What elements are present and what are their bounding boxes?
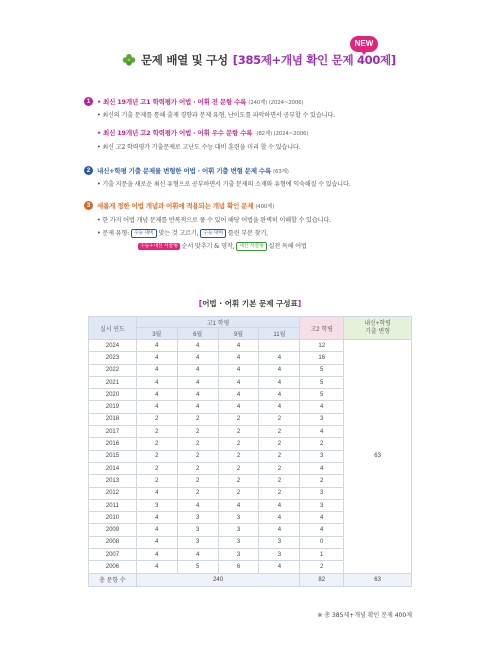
cell-m3: 4: [136, 352, 177, 364]
cell-m11: 4: [259, 512, 300, 524]
cell-year: 2015: [89, 450, 137, 462]
section-2-note: (63제): [273, 168, 289, 175]
cell-m9: 3: [218, 524, 259, 536]
cell-year: 2007: [89, 549, 137, 561]
section-1-item-1-text: • 최신의 기출 문제를 통해 출제 경향과 문제 유형, 난이도를 파악하면서 공부할 수 있습니다.: [97, 112, 335, 119]
cell-m11: [259, 340, 300, 352]
cell-m9: 2: [218, 413, 259, 425]
cell-m3: 4: [136, 536, 177, 548]
cell-m11: 2: [259, 438, 300, 450]
clover-icon: [122, 53, 136, 67]
new-badge: NEW: [350, 36, 378, 52]
cell-year: 2021: [89, 376, 137, 388]
cell-m11: 4: [259, 499, 300, 511]
cell-m3: 2: [136, 426, 177, 438]
type-reading-grammar: 실전 독해 어법: [268, 243, 307, 250]
cell-m3: 3: [136, 499, 177, 511]
cell-m9: 4: [218, 389, 259, 401]
cell-m11: 4: [259, 364, 300, 376]
cell-year: 2024: [89, 340, 137, 352]
section-1-item-2-note: (82제) (2024~2006): [256, 131, 309, 137]
section-3-types-label: • 문제 유형:: [97, 230, 129, 237]
cell-m3: 4: [136, 487, 177, 499]
page-title: 문제 배열 및 구성: [141, 53, 228, 67]
cell-year: 2017: [89, 426, 137, 438]
cell-year: 2016: [89, 438, 137, 450]
cell-year: 2010: [89, 512, 137, 524]
cell-m6: 4: [177, 376, 218, 388]
tag-suneung-naesin: 수능+내신 서술형: [140, 243, 178, 249]
cell-m3: 4: [136, 389, 177, 401]
cell-m3: 2: [136, 438, 177, 450]
cell-m6: 2: [177, 413, 218, 425]
tag-naesin: 내신 서술형: [236, 242, 267, 251]
cell-m6: 4: [177, 549, 218, 561]
type-choose-correct: 맞는 것 고르기,: [158, 230, 199, 237]
cell-m6: 4: [177, 364, 218, 376]
cell-g2: 2: [300, 475, 344, 487]
cell-g2: 16: [300, 352, 344, 364]
cell-m11: 4: [259, 376, 300, 388]
cell-m3: 4: [136, 364, 177, 376]
tag-suneung-2: 수능 대비: [200, 229, 226, 238]
total-label: 총 문항 수: [89, 573, 137, 586]
tag-suneung-1: 수능 대비: [131, 229, 157, 238]
cell-year: 2018: [89, 413, 137, 425]
cell-m3: 4: [136, 376, 177, 388]
cell-year: 2012: [89, 487, 137, 499]
cell-year: 2013: [89, 475, 137, 487]
table-total-row: [89, 573, 412, 586]
section-1-heading-1: [84, 97, 303, 106]
section-3-number: 3: [84, 201, 93, 210]
cell-m6: 3: [177, 524, 218, 536]
cell-m11: 2: [259, 426, 300, 438]
cell-variant-total: 63: [344, 340, 412, 574]
cell-g2: 5: [300, 376, 344, 388]
cell-year: 2023: [89, 352, 137, 364]
section-2-heading: [84, 166, 289, 175]
cell-m3: 2: [136, 475, 177, 487]
cell-year: 2009: [89, 524, 137, 536]
cell-m3: 2: [136, 462, 177, 474]
cell-m6: 2: [177, 426, 218, 438]
cell-m9: 6: [218, 561, 259, 573]
header-variant: 내신+학평 기출 변형: [344, 317, 412, 340]
header-year: 실시 연도: [89, 317, 137, 340]
cell-g2: 2: [300, 438, 344, 450]
cell-g2: 1: [300, 549, 344, 561]
cell-m9: 2: [218, 475, 259, 487]
page-subtitle: [385제+개념 확인 문제 400제]: [232, 53, 396, 67]
section-1-number: 1: [84, 97, 93, 106]
section-1-item-1-note: (240제) (2024~2006): [248, 99, 304, 106]
cell-g2: 5: [300, 389, 344, 401]
cell-m6: 2: [177, 462, 218, 474]
section-1-item-2-text: • 최신 고2 학력평가 기출문제로 고난도 수능 대비 훈련을 미리 할 수 있습니다.: [97, 144, 301, 151]
total-g2: 82: [300, 573, 344, 586]
cell-m6: 4: [177, 401, 218, 413]
cell-m3: 4: [136, 561, 177, 573]
cell-m6: 2: [177, 475, 218, 487]
cell-m6: 3: [177, 512, 218, 524]
section-3-heading: [84, 201, 274, 210]
cell-m9: 4: [218, 401, 259, 413]
table-row: [89, 340, 412, 352]
cell-m9: 2: [218, 462, 259, 474]
cell-year: 2019: [89, 401, 137, 413]
cell-m3: 4: [136, 549, 177, 561]
cell-m6: 4: [177, 352, 218, 364]
cell-m9: 4: [218, 364, 259, 376]
cell-m11: 4: [259, 524, 300, 536]
section-2-title: 내신+학평 기출 문제를 변형한 어법 · 어휘 기출 변형 문제 수록: [97, 167, 272, 175]
cell-m11: 4: [259, 561, 300, 573]
header-month-11: 11월: [259, 328, 300, 340]
cell-g2: 3: [300, 487, 344, 499]
cell-m6: 2: [177, 438, 218, 450]
cell-m11: 3: [259, 536, 300, 548]
cell-m9: 4: [218, 352, 259, 364]
cell-year: 2020: [89, 389, 137, 401]
cell-m9: 3: [218, 549, 259, 561]
cell-year: 2022: [89, 364, 137, 376]
type-ordering: 순서 맞추기 & 영작,: [181, 243, 235, 250]
table-body: [89, 340, 412, 587]
cell-g2: 3: [300, 413, 344, 425]
cell-m3: 4: [136, 340, 177, 352]
cell-m9: 3: [218, 512, 259, 524]
cell-year: 2008: [89, 536, 137, 548]
section-3-text-3: [138, 241, 307, 251]
cell-m9: 4: [218, 340, 259, 352]
cell-m3: 4: [136, 401, 177, 413]
cell-g2: 2: [300, 561, 344, 573]
section-1-heading-2: [97, 128, 308, 137]
header-month-6: 6월: [177, 328, 218, 340]
section-1-item-1-heading: • 최신 19개년 고1 학력평가 어법 · 어휘 전 문항 수록: [97, 98, 247, 106]
cell-year: 2011: [89, 499, 137, 511]
cell-g2: 4: [300, 462, 344, 474]
cell-year: 2006: [89, 561, 137, 573]
cell-m6: 5: [177, 561, 218, 573]
cell-year: 2014: [89, 462, 137, 474]
section-3-title: 새롭게 정한 어법 개념과 어휘에 적용되는 개념 확인 문제: [97, 202, 254, 210]
cell-g2: 12: [300, 340, 344, 352]
section-3-text-1: • 한 가지 어법 개념 문제를 반복적으로 풀 수 있어 해당 어법을 완벽히 이해할 수 있습니다.: [97, 217, 331, 224]
section-1-item-2-heading: • 최신 19개년 고2 학력평가 어법 · 어휘 우수 문항 수록: [97, 129, 253, 137]
cell-m9: 4: [218, 499, 259, 511]
cell-m6: 2: [177, 450, 218, 462]
cell-g2: 4: [300, 524, 344, 536]
cell-m11: 2: [259, 475, 300, 487]
table-title: [어법 · 어휘 기본 문제 구성표]: [198, 299, 302, 308]
cell-m11: 2: [259, 450, 300, 462]
cell-g2: 3: [300, 499, 344, 511]
cell-m3: 2: [136, 413, 177, 425]
section-3-note: (400제): [255, 203, 275, 210]
cell-g2: 4: [300, 426, 344, 438]
header-g2: 고2 학평: [300, 317, 344, 340]
table-title-text: 어법 · 어휘 기본 문제 구성표: [202, 299, 298, 308]
cell-m6: 3: [177, 536, 218, 548]
section-3-text-2: [97, 228, 268, 238]
page-title-row: [122, 50, 396, 70]
cell-g2: 3: [300, 450, 344, 462]
total-variant: 63: [344, 573, 412, 586]
cell-m9: 4: [218, 376, 259, 388]
cell-m9: 2: [218, 426, 259, 438]
new-badge-tail: [360, 50, 368, 55]
cell-m9: 2: [218, 450, 259, 462]
cell-m11: 2: [259, 462, 300, 474]
cell-m6: 4: [177, 389, 218, 401]
cell-g2: 0: [300, 536, 344, 548]
cell-m6: 2: [177, 487, 218, 499]
section-2-number: 2: [84, 166, 93, 175]
cell-m6: 4: [177, 499, 218, 511]
cell-g2: 5: [300, 364, 344, 376]
cell-m11: 3: [259, 549, 300, 561]
cell-g2: 4: [300, 401, 344, 413]
cell-m3: 4: [136, 524, 177, 536]
header-g1: 고1 학평: [136, 317, 299, 328]
cell-m11: 2: [259, 413, 300, 425]
cell-m11: 4: [259, 389, 300, 401]
cell-m3: 4: [136, 512, 177, 524]
cell-m9: 3: [218, 536, 259, 548]
cell-m11: 4: [259, 401, 300, 413]
cell-g2: 4: [300, 512, 344, 524]
cell-m11: 4: [259, 352, 300, 364]
cell-m9: 2: [218, 487, 259, 499]
cell-m3: 2: [136, 450, 177, 462]
section-2-text: • 기출 지문을 새로운 최신 유형으로 공부하면서 기출 문제의 소재와 유형에 익숙해질 수 있습니다.: [97, 181, 351, 188]
cell-m9: 2: [218, 438, 259, 450]
header-month-9: 9월: [218, 328, 259, 340]
cell-m11: 2: [259, 487, 300, 499]
header-month-3: 3월: [136, 328, 177, 340]
total-g1: 240: [136, 573, 299, 586]
footnote: ※ 총 385제+개념 확인 문제 400제: [317, 612, 412, 619]
type-find-error: 틀린 부분 찾기,: [227, 230, 268, 237]
cell-m6: 4: [177, 340, 218, 352]
composition-table: [88, 316, 412, 587]
